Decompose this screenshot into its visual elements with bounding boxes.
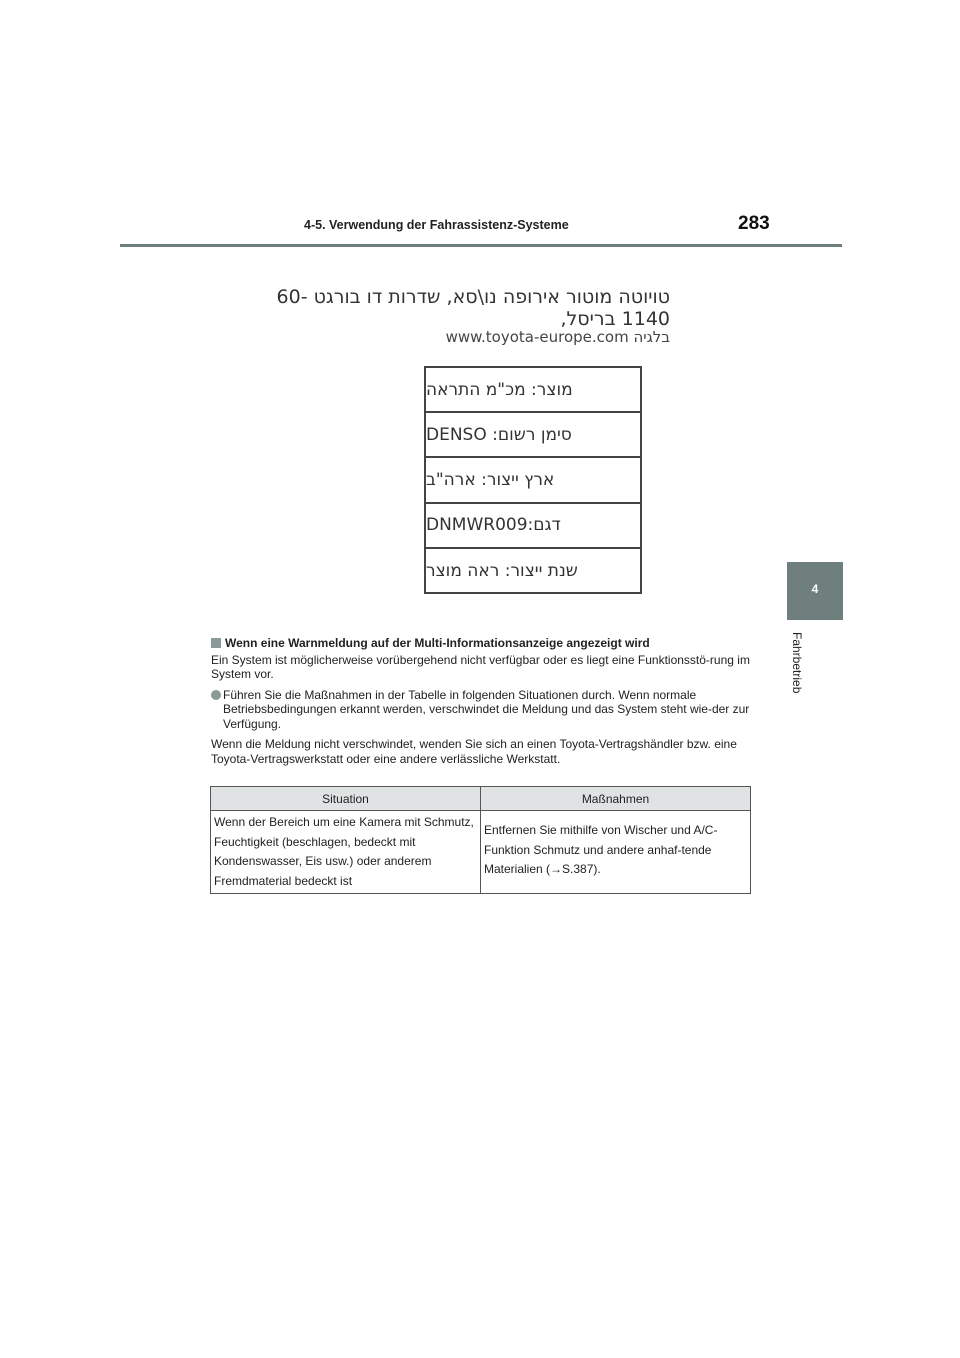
label-row-trademark: סימן רשום: DENSO — [426, 413, 640, 458]
table-row — [211, 811, 751, 894]
label-row-country: ארץ ייצור: ארה"ב — [426, 458, 640, 503]
paragraph-system-unavailable: Ein System ist möglicherweise vorübergehend nicht verfügbar oder es liegt eine Funktionsstö-rung im System vor. — [211, 652, 750, 681]
bullet-text: Führen Sie die Maßnahmen in der Tabelle in folgenden Situationen durch. Wenn normale Betriebsbedingungen erkannt werden, verschwindet die Meldung und das System steht wie-der zur Verfügung. — [223, 687, 750, 731]
label-info-box — [424, 366, 642, 594]
label-address-line: טויוטה מוטור אירופה נו\סא, שדרות דו בורגט 60-1140 בריסל, — [276, 286, 670, 330]
measures-table — [210, 786, 751, 894]
label-website-line: בלגיה www.toyota-europe.com — [445, 328, 670, 346]
column-header-measures: Maßnahmen — [481, 787, 751, 811]
warning-subheading — [211, 636, 751, 651]
cell-action: Entfernen Sie mithilfe von Wischer und A/C-Funktion Schmutz und andere anhaf-tende Materialien (→S.387). — [481, 811, 751, 894]
subheading-text: Wenn eine Warnmeldung auf der Multi-Informationsanzeige angezeigt wird — [225, 636, 650, 650]
page-number: 283 — [738, 213, 770, 234]
paragraph-contact-dealer: Wenn die Meldung nicht verschwindet, wenden Sie sich an einen Toyota-Vertragshändler bzw. eine Toyota-Vertragswerkstatt oder eine andere verlässliche Werkstatt. — [211, 737, 737, 766]
label-row-year: שנת ייצור: ראה מוצר — [426, 561, 578, 582]
chapter-tab[interactable] — [787, 562, 843, 620]
circle-bullet-icon — [211, 690, 221, 700]
content-body — [211, 636, 751, 772]
table-header-row — [211, 787, 751, 811]
cell-situation: Wenn der Bereich um eine Kamera mit Schmutz, Feuchtigkeit (beschlagen, bedeckt mit Kondenswasser, Eis usw.) oder anderem Fremdmaterial bedeckt ist — [211, 811, 481, 894]
chapter-number: 4 — [811, 582, 819, 596]
column-header-situation: Situation — [211, 787, 481, 811]
chapter-label: Fahrbetrieb — [790, 632, 804, 694]
bullet-item-measures — [211, 688, 751, 732]
section-title: 4-5. Verwendung der Fahrassistenz-Systeme — [304, 218, 569, 232]
label-row-product: מוצר: מכ"מ התראה — [426, 368, 640, 413]
square-bullet-icon — [211, 638, 221, 648]
header-rule — [120, 244, 842, 247]
label-row-model: דגם:DNMWR009 — [426, 504, 640, 549]
